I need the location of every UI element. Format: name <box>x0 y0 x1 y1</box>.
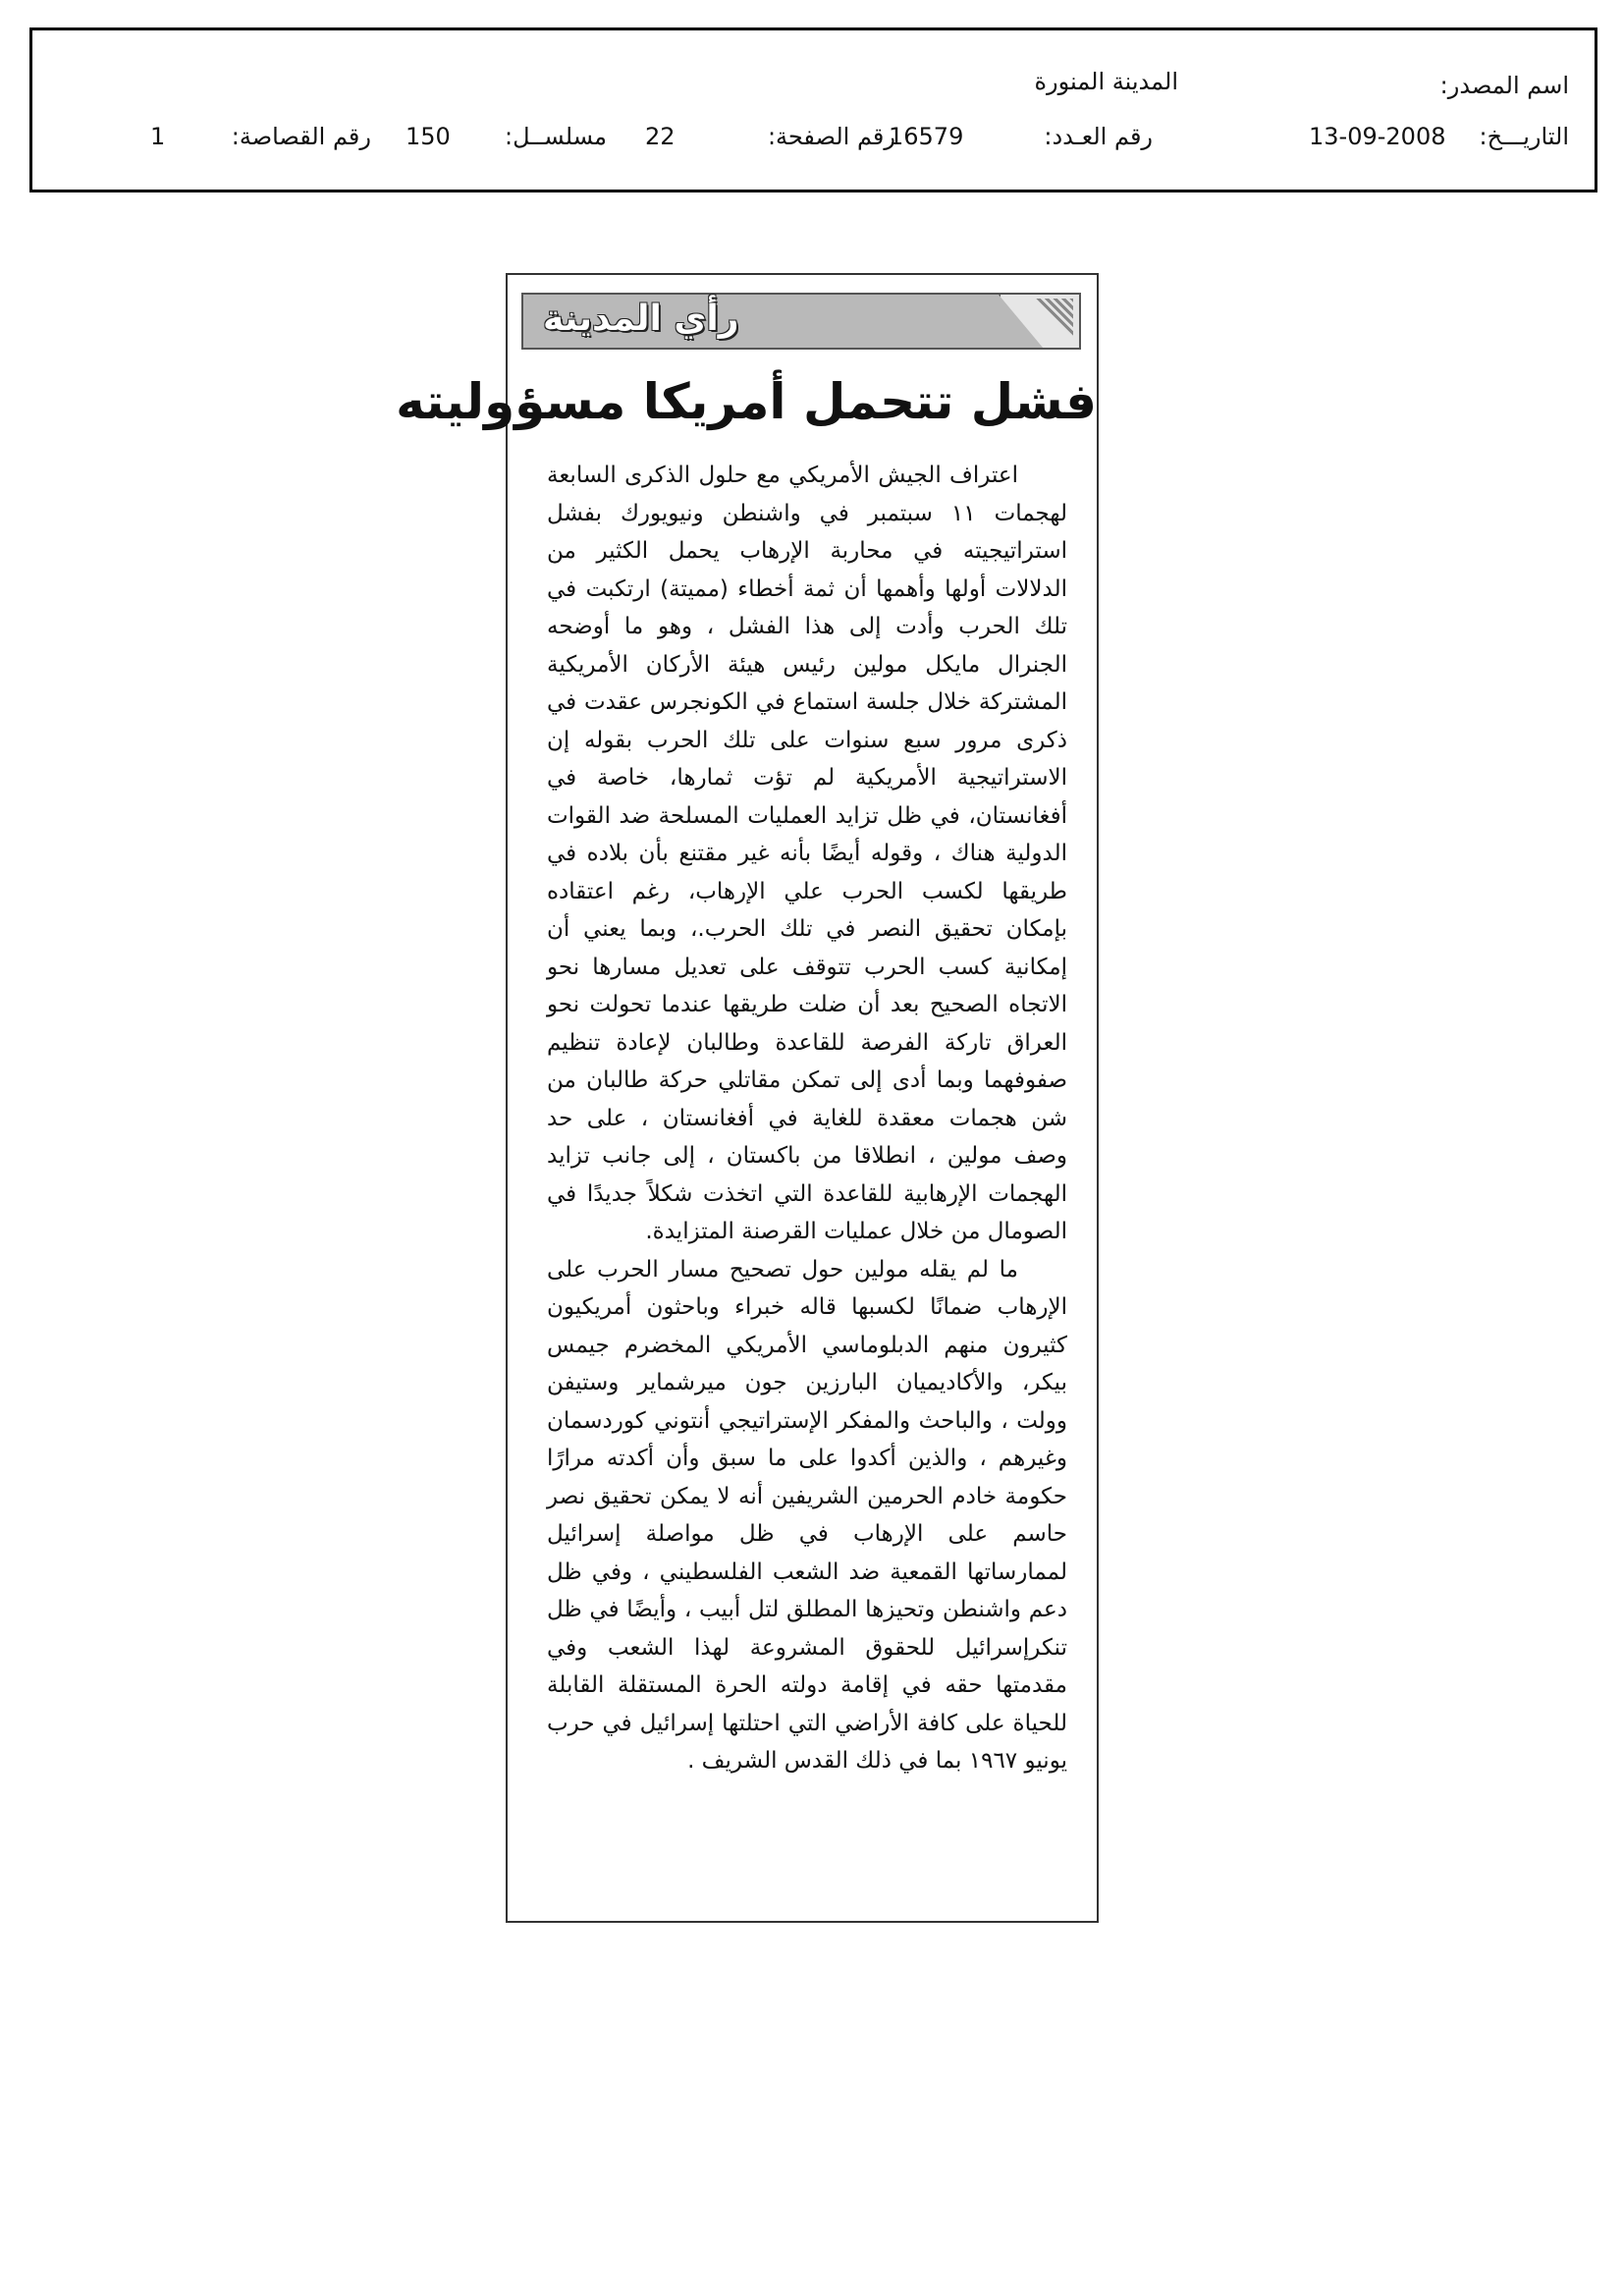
date-value: 13-09-2008 <box>1309 123 1446 150</box>
serial-value: 150 <box>406 123 451 150</box>
page-label: رقم الصفحة: <box>767 123 895 150</box>
article-clipping <box>396 273 1099 1923</box>
article-paragraph: اعتراف الجيش الأمريكي مع حلول الذكرى السابعة لهجمات ١١ سبتمبر في واشنطن ونيويورك بفشل استراتيجيته في محاربة الإرهاب يحمل الكثير من الدلالات أولها وأهمها أن ثمة أخطاء (مميتة) ارتكبت في تلك الحرب وأدت إلى هذا الفشل ، وهو ما أوضحه الجنرال مايكل مولين رئيس هيئة الأركان الأمريكية المشتركة خلال جلسة استماع في الكونجرس عقدت في ذكرى مرور سبع سنوات على تلك الحرب بقوله إن الاستراتيجية الأمريكية لم تؤت ثمارها، خاصة في أفغانستان، في ظل تزايد العمليات المسلحة ضد القوات الدولية هناك ، وقوله أيضًا بأنه غير مقتنع بأن بلاده في طريقها لكسب الحرب علي الإرهاب، رغم اعتقاده بإمكان تحقيق النصر في تلك الحرب.، وبما يعني أن إمكانية كسب الحرب تتوقف على تعديل مسارها نحو الاتجاه الصحيح بعد أن ضلت طريقها عندما تحولت نحو العراق تاركة الفرصة للقاعدة وطالبان لإعادة تنظيم صفوفهما وبما أدى إلى تمكن مقاتلي حركة طالبان من شن هجمات معقدة للغاية في أفغانستان ، على حد وصف مولين ، انطلاقا من باكستان ، إلى جانب تزايد الهجمات الإرهابية للقاعدة التي اتخذت شكلاً جديدًا في الصومال من خلال عمليات القرصنة المتزايدة. <box>547 463 1067 1244</box>
section-banner <box>521 293 1081 350</box>
clipping-header <box>29 27 1597 192</box>
article-paragraph: ما لم يقله مولين حول تصحيح مسار الحرب على الإرهاب ضمانًا لكسبها قاله خبراء وباحثون أمريكيون كثيرون منهم الدبلوماسي الأمريكي المخضرم جيمس بيكر، والأكاديميان البارزين جون ميرشماير وستيفن وولت ، والباحث والمفكر الإستراتيجي أنتوني كوردسمان وغيرهم ، والذين أكدوا على ما سبق وأن أكدته مرارًا حكومة خادم الحرمين الشريفين أنه لا يمكن تحقيق نصر حاسم على الإرهاب في ظل مواصلة إسرائيل لممارساتها القمعية ضد الشعب الفلسطيني ، وفي ظل دعم واشنطن وتحيزها المطلق لتل أبيب ، وأيضًا في ظل تنكرإسرائيل للحقوق المشروعة لهذا الشعب وفي مقدمتها حقه في إقامة دولته الحرة المستقلة القابلة للحياة على كافة الأراضي التي احتلتها إسرائيل في حرب يونيو ١٩٦٧ بما في ذلك القدس الشريف . <box>547 1256 1067 1774</box>
page-value: 22 <box>645 123 676 150</box>
clip-label: رقم القصاصة: <box>231 123 371 150</box>
issue-value: 16579 <box>889 123 964 150</box>
article-body <box>547 457 1067 1780</box>
clip-value: 1 <box>150 123 166 150</box>
serial-label: مسلســل: <box>505 123 607 150</box>
banner-corner-decoration <box>999 295 1079 348</box>
source-value: المدينة المنورة <box>1034 68 1178 95</box>
issue-label: رقم العـدد: <box>1044 123 1153 150</box>
source-label: اسم المصدر: <box>1439 72 1569 99</box>
date-label: التاريـــخ: <box>1479 123 1569 150</box>
article-headline: فشل تتحمل أمريكا مسؤوليته <box>396 373 1097 430</box>
section-banner-title: رأي المدينة <box>543 299 739 339</box>
